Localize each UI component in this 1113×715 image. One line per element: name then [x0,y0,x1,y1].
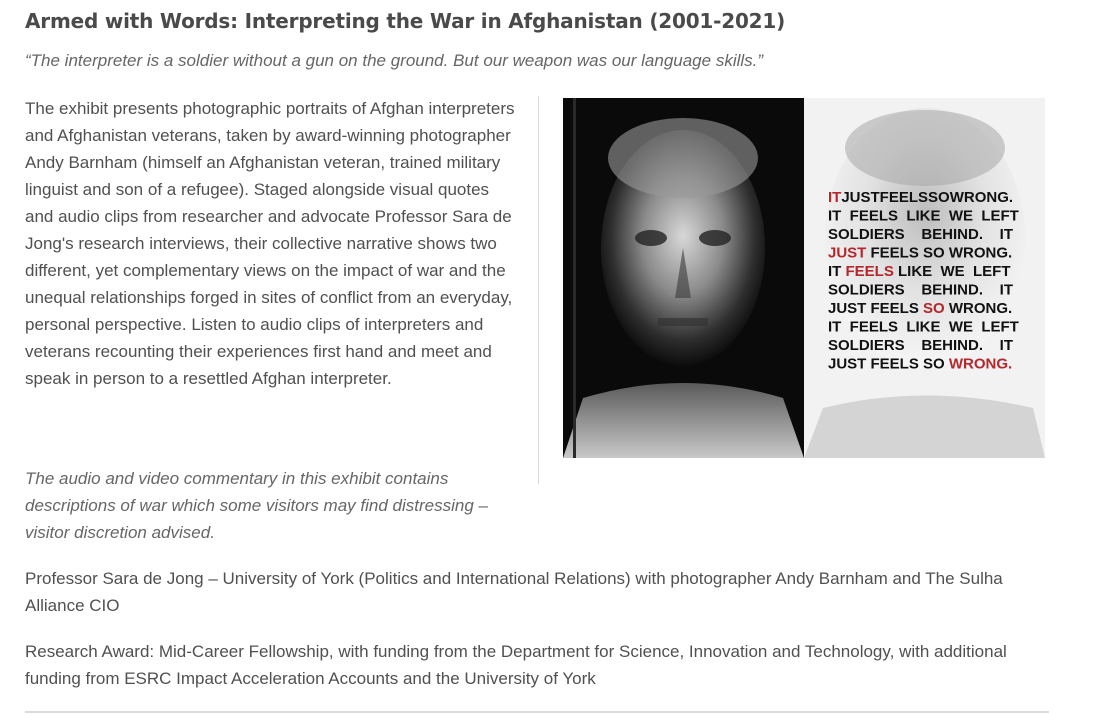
quote-segment: IT [828,263,846,280]
quote-segment: JUST FEELS [828,300,924,317]
quote-highlight: SO [923,300,945,317]
quote-line [828,189,1013,206]
quote-line [828,208,1019,225]
quote-highlight: WRONG. [948,355,1013,373]
quote-segment: SOLDIERS BEHIND. IT [828,337,1014,354]
quote-segment: IT FEELS LIKE WE LEFT [828,207,1019,225]
column-divider [538,96,539,484]
quote-line [828,245,1012,262]
quote-highlight: FEELS [845,263,894,280]
quote-segment: JUSTFEELSSOWRONG. [841,189,1014,206]
section-divider [25,711,1049,713]
exhibit-credits: Professor Sara de Jong – University of York (Politics and International Relations) with photographer Andy Barnham and The Sulha Alliance CIO [25,569,1003,615]
exhibit-portrait-image [563,98,1045,458]
exhibit-description: The exhibit presents photographic portraits of Afghan interpreters and Afghanistan veterans, taken by award-winning photographer Andy Barnham (himself an Afghanistan veteran, trained military linguist and son of a refugee). Staged alongside visual quotes and audio clips from researcher and advocate Professor Sara de Jong's research interviews, their collective narrative shows two different, yet complementary views on the impact of war and the unequal relationships forged in sites of conflict from an everyday, personal perspective. Listen to audio clips of interpreters and veterans recounting their experiences first hand and meet and speak in person to a resettled Afghan interpreter. [25,99,515,388]
funding-statement: Research Award: Mid-Career Fellowship, with funding from the Department for Science, Innovation and Technology, with additional funding from ESRC Impact Acceleration Accounts and the University of York [25,642,1007,688]
quote-line [828,226,1013,243]
quote-highlight: JUST [828,244,867,262]
quote-line [828,319,1019,336]
quote-segment: LIKE WE LEFT [893,263,1011,280]
quote-highlight: IT [828,189,842,206]
quote-segment: SOLDIERS BEHIND. IT [828,226,1014,243]
content-warning: The audio and video commentary in this exhibit contains descriptions of war which some visitors may find distressing – visitor discretion advised. [25,469,488,542]
quote-segment: FEELS SO WRONG. [866,244,1013,262]
quote-line [828,300,1012,317]
quote-segment: JUST FEELS SO [828,355,949,373]
quote-segment: SOLDIERS BEHIND. IT [828,281,1014,299]
quote-overlay [828,189,1019,373]
quote-line [828,337,1013,354]
quote-segment: IT FEELS LIKE WE LEFT [828,318,1019,336]
quote-line [828,356,1012,373]
page-title: Armed with Words: Interpreting the War in Afghanistan (2001-2021) [25,9,786,33]
quote-line [828,282,1013,299]
pull-quote: “The interpreter is a soldier without a gun on the ground. But our weapon was our language skills.” [25,51,764,70]
quote-segment: WRONG. [944,300,1013,317]
quote-line [828,263,1011,280]
